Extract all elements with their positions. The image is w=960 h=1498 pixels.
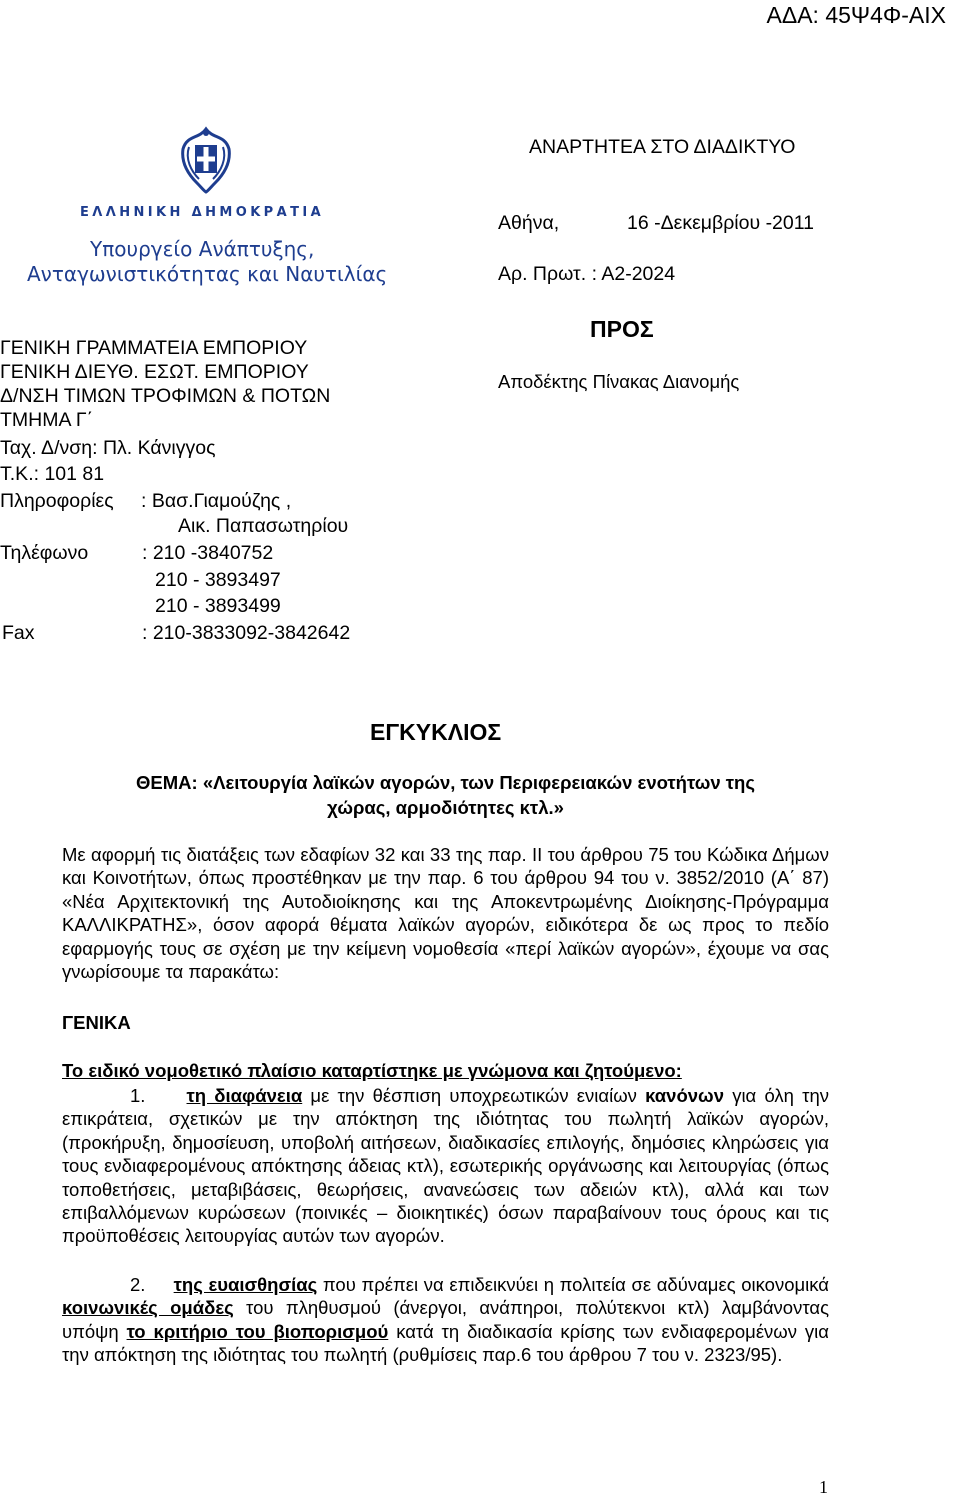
sender-address: Ταχ. Δ/νση: Πλ. Κάνιγγος [0,437,216,459]
item-2-text-a: που πρέπει να επιδεικνύει η πολιτεία σε αδύναμες οικονομικά [317,1274,829,1295]
page-number: 1 [819,1477,828,1497]
sender-line-3: Δ/ΝΣΗ ΤΙΜΩΝ ΤΡΟΦΙΜΩΝ & ΠΟΤΩΝ [0,385,331,407]
item-2-number: 2. [130,1274,146,1295]
protocol-number: Αρ. Πρωτ. : Α2-2024 [498,263,676,285]
posting-notice: ΑΝΑΡΤΗΤΕΑ ΣΤΟ ΔΙΑΔΙΚΤΥΟ [529,136,796,158]
item-2-keyword-2: κοινωνικές ομάδες [62,1297,234,1319]
intro-paragraph: Με αφορμή τις διατάξεις των εδαφίων 32 και 33 της παρ. ΙΙ του άρθρου 75 του Κώδικα Δήμων και Κοινοτήτων, όπως προστέθηκαν με την παρ. 6 του άρθρου 94 του ν. 3852/2010 (Α΄ 87) «Νέα Αρχιτεκτονική της Αυτοδιοίκησης και της Αποκεντρωμένης Διοίκησης-Πρόγραμμα ΚΑΛΛΙΚΡΑΤΗΣ», όσον αφορά θέματα λαϊκών αγορών, ειδικότερα δε ως προς το πεδίο εφαρμογής τους σε σχέση με την κείμενη νομοθεσία «περί λαϊκών αγορών», έχουμε να σας γνωρίσουμε τα παρακάτω: [62,844,829,983]
place: Αθήνα, [498,212,560,234]
subject-line-2: χώρας, αρμοδιότητες κτλ.» [327,797,564,818]
item-2-keyword: της ευαισθησίας [173,1274,318,1295]
greek-emblem-icon [177,125,235,195]
sender-line-4: ΤΜΗΜΑ Γ΄ [0,409,94,431]
item-1-keyword-2: κανόνων [645,1085,724,1106]
sender-line-2: ΓΕΝΙΚΗ ΔΙΕΥΘ. ΕΣΩΤ. ΕΜΠΟΡΙΟΥ [0,361,309,383]
fax-label: Fax [2,622,35,644]
phone-3: 210 - 3893499 [155,595,281,617]
document-title: ΕΓΚΥΚΛΙΟΣ [370,719,502,745]
ministry-name-line1: Υπουργείο Ανάπτυξης, [90,237,315,261]
info-label: Πληροφορίες [0,490,114,512]
framework-heading: Το ειδικό νομοθετικό πλαίσιο καταρτίστηκε με γνώμονα και ζητούμενο: [62,1060,682,1081]
ada-code: ΑΔΑ: 45Ψ4Φ-ΑΙΧ [766,2,946,28]
item-2 [62,1273,829,1367]
item-1-keyword: τη διαφάνεια [186,1085,303,1106]
item-1 [62,1084,829,1248]
info-name-1: : Βασ.Γιαμούζης , [141,490,292,512]
item-1-number: 1. [130,1085,146,1106]
section-heading: ΓΕΝΙΚΑ [62,1012,131,1033]
phone-1: : 210 -3840752 [142,542,274,564]
item-1-text-a: με την θέσπιση υποχρεωτικών ενιαίων [302,1085,646,1106]
recipient: Αποδέκτης Πίνακας Διανομής [498,371,740,392]
sender-postcode: Τ.Κ.: 101 81 [0,463,105,485]
to-heading: ΠΡΟΣ [590,316,654,342]
item-1-text-b: για όλη την επικράτεια, σχετικών με την απόκτηση της ιδιότητας του πωλητή λαϊκών αγορών, (προκήρυξη, δημοσίευση, υποβολή αιτήσεων, διαδικασίες επιλογής, δημόσιες κληρώσεις για τους ενδιαφερομένους απόκτησης άδειας κτλ), εσωτερικής οργάνωσης και λειτουργίας (όπως τοποθετήσεις, μεταβιβάσεις, θεωρήσεις, ανανεώσεις των αδειών κτλ), αλλά και των επιβαλλόμενων κυρώσεων (ποινικές – διοικητικές) όσων παραβαίνουν τους όρους και τις προϋποθέσεις λειτουργίας αυτών των αγορών. [62,1085,830,1247]
ministry-name-line2: Ανταγωνιστικότητας και Ναυτιλίας [27,262,388,286]
info-name-2: Αικ. Παπασωτηρίου [178,515,349,537]
date: 16 -Δεκεμβρίου -2011 [627,212,814,234]
item-2-text-c: κατά τη διαδικασία κρίσης των ενδιαφερομένων για την απόκτηση της ιδιότητας του πωλητή (ρυθμίσεις παρ.6 του άρθρου 7 του ν. 2323/95). [62,1320,829,1366]
item-2-text-b: του πληθυσμού (άνεργοι, ανάπηροι, πολύτεκνοι κτλ) λαμβάνοντας υπόψη [62,1297,829,1342]
phone-label: Τηλέφωνο [0,542,89,564]
subject-line-1: ΘΕΜΑ: «Λειτουργία λαϊκών αγορών, των Περιφερειακών ενοτήτων της [136,772,755,793]
phone-2: 210 - 3893497 [155,569,281,591]
sender-line-1: ΓΕΝΙΚΗ ΓΡΑΜΜΑΤΕΙΑ ΕΜΠΟΡΙΟΥ [0,337,308,359]
fax-number: : 210-3833092-3842642 [142,622,351,644]
item-2-keyword-3: το κριτήριο του βιοπορισμού [126,1320,389,1342]
republic-label: ΕΛΛΗΝΙΚΗ ΔΗΜΟΚΡΑΤΙΑ [80,205,325,220]
